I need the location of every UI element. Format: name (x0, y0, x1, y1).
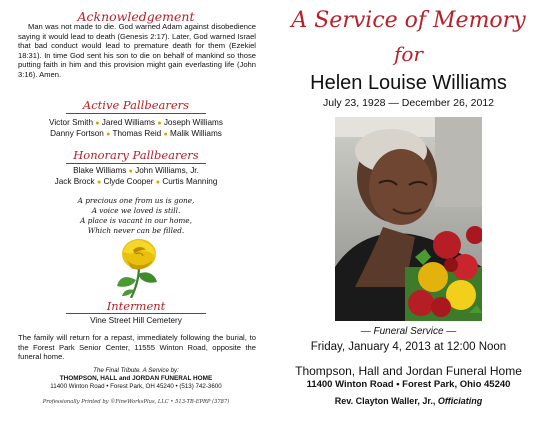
title-line-2: for (393, 42, 423, 66)
left-panel (0, 0, 272, 424)
service-datetime: Friday, January 4, 2013 at 12:00 Noon (310, 341, 507, 353)
poem-line: A voice we loved is still. (91, 206, 181, 215)
heading-divider (66, 113, 206, 114)
funeral-home-name: THOMPSON, HALL and JORDAN FUNERAL HOME (59, 374, 213, 382)
pallbearer-name: Malik Williams (170, 129, 222, 138)
pallbearer-name: Joseph Williams (163, 118, 223, 127)
officiant-role: Officiating (437, 396, 483, 406)
pallbearer-name: Blake Williams (73, 166, 127, 175)
honorary-pallbearers-heading: Honorary Pallbearers (73, 148, 199, 162)
poem-line: A precious one from us is gone, (77, 196, 195, 205)
pallbearer-name: Victor Smith (49, 118, 93, 127)
credit-block (0, 367, 272, 390)
yellow-rose-icon (109, 236, 165, 298)
officiant (272, 396, 545, 406)
bullet-icon: ● (128, 168, 133, 175)
interment-heading: Interment (106, 299, 166, 313)
interment-place: Vine Street Hill Cemetery (90, 316, 182, 325)
acknowledgement-text: Man was not made to die. God warned Adam against disobedience saying it would lead to death (Genesis 2:17). Later, God warned Israel that bad conduct would lead to premature death for them (Ezekiel 18:31). In time God sent his son to die on behalf of mankind so those putting faith in him and this provision might gain everlasting life (John 3:16). Amen. (18, 22, 256, 79)
poem-line: Which never can be filled. (87, 226, 185, 235)
active-pallbearers-heading: Active Pallbearers (82, 98, 190, 112)
title-line-1: A Service of Memory (291, 8, 526, 33)
heading-divider (66, 163, 206, 164)
bullet-icon: ● (157, 120, 162, 127)
heading-divider (66, 313, 206, 314)
acknowledgement-heading: Acknowledgement (77, 9, 195, 24)
funeral-home-address-right: 11400 Winton Road • Forest Park, Ohio 45240 (306, 379, 511, 390)
funeral-home: Thompson, Hall and Jordan Funeral Home (295, 364, 522, 378)
pallbearer-name: Danny Fortson (50, 129, 104, 138)
bullet-icon: ● (95, 120, 100, 127)
life-dates: July 23, 1928 — December 26, 2012 (322, 97, 495, 109)
pallbearer-name: Clyde Cooper (103, 177, 154, 186)
pallbearer-name: Jared Williams (101, 118, 156, 127)
pallbearer-name: John Williams, Jr. (135, 166, 199, 175)
active-pallbearers-list (0, 118, 272, 140)
repast-text: The family will return for a repast, immediately following the burial, to the Forest Park Senior Center, 11555 Winton Road, opposite the funeral home. (18, 333, 256, 362)
bullet-icon: ● (96, 179, 102, 186)
portrait-photo (335, 117, 482, 321)
honorary-pallbearers-list (0, 166, 272, 188)
funeral-home-address: 11400 Winton Road • Forest Park, OH 45240 • (513) 742-3600 (50, 382, 222, 390)
printer-credit: Professionally Printed by ©FineWorksPlus, LLC • 513-TB-EPRP (3787) (42, 399, 230, 405)
pallbearer-name: Thomas Reid (112, 129, 162, 138)
deceased-name: Helen Louise Williams (310, 72, 507, 94)
pallbearer-name: Jack Brock (54, 177, 95, 186)
pallbearer-name: Curtis Manning (162, 177, 218, 186)
credit-line: The Final Tribute. A Service by: (93, 367, 179, 374)
bullet-icon: ● (163, 131, 168, 138)
poem (0, 196, 272, 236)
bullet-icon: ● (106, 131, 111, 138)
officiant-name: Rev. Clayton Waller, Jr., (334, 396, 436, 406)
service-heading: — Funeral Service — (360, 326, 457, 337)
poem-line: A place is vacant in our home, (80, 216, 192, 225)
bullet-icon: ● (155, 179, 161, 186)
